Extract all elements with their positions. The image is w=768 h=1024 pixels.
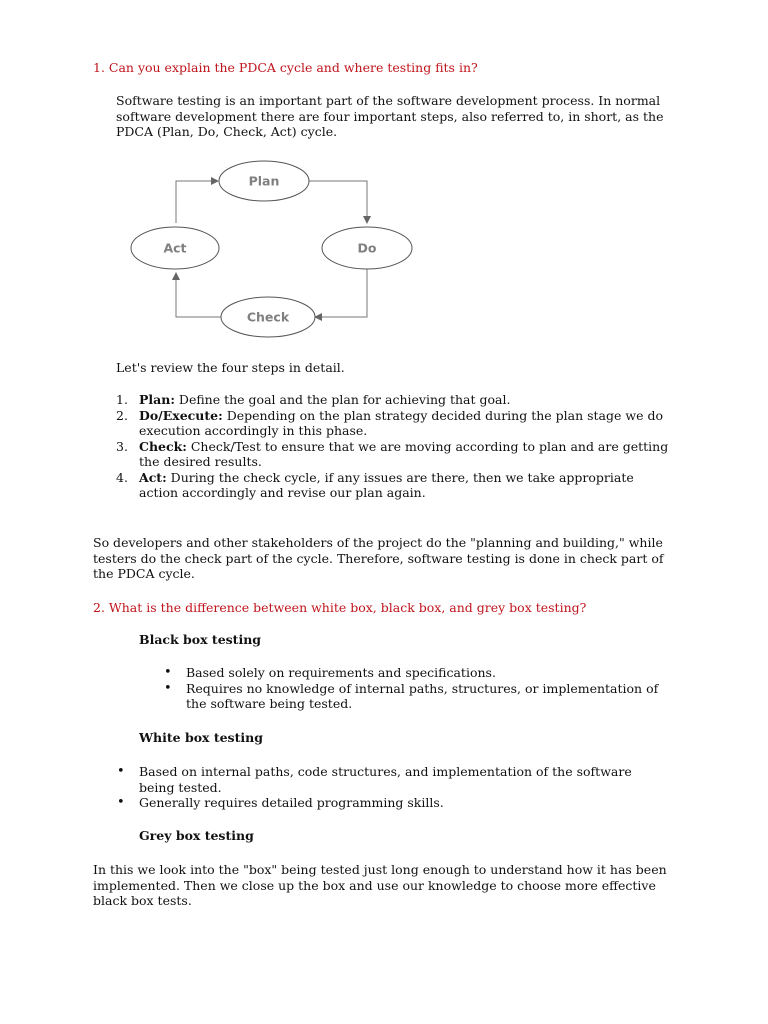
- plan-label: Plan: [248, 173, 280, 189]
- do-to-check-arrow: [315, 269, 367, 317]
- step-text: Check/Test to ensure that we are moving according to plan and are getting the desired results.: [139, 438, 669, 469]
- grey-box-paragraph: In this we look into the "box" being tested just long enough to understand how it has been implemented. Then we close up the box and use our knowledge to choose more effective black box tests.: [93, 862, 667, 908]
- step-term: Plan:: [139, 392, 175, 407]
- bullet-icon: •: [164, 680, 172, 696]
- white-box-heading: White box testing: [139, 730, 263, 745]
- bullet-icon: •: [117, 795, 125, 810]
- list-item: [117, 764, 657, 795]
- white-box-list: [117, 764, 657, 811]
- list-item-text: Generally requires detailed programming skills.: [139, 795, 444, 810]
- list-item: [117, 795, 657, 811]
- plan-to-do-arrow: [309, 181, 367, 223]
- step-number: 4.: [116, 469, 128, 485]
- act-node: [131, 227, 219, 269]
- list-item: [116, 408, 676, 439]
- step-text: Depending on the plan strategy decided during the plan stage we do execution accordingly in this phase.: [139, 407, 663, 438]
- grey-box-heading: Grey box testing: [139, 828, 254, 843]
- check-node: [221, 297, 315, 337]
- intro-paragraph: Software testing is an important part of the software development process. In normal software development there are four important steps, also referred to, in short, as the PDCA (Plan, Do, Check, Act) cycle.: [116, 93, 664, 139]
- step-term: Do/Execute:: [139, 407, 223, 423]
- bullet-icon: •: [117, 764, 125, 779]
- list-item-text: Based solely on requirements and specifications.: [186, 665, 496, 680]
- do-node: [322, 227, 412, 269]
- list-item-text: Based on internal paths, code structures, and implementation of the software being tested.: [139, 764, 632, 795]
- question-2-heading: 2. What is the difference between white box, black box, and grey box testing?: [93, 600, 587, 615]
- conclusion-paragraph: So developers and other stakeholders of the project do the "planning and building," while testers do the check part of the cycle. Therefore, software testing is done in check part of the PDCA cycle.: [93, 535, 664, 581]
- step-term: Act:: [139, 469, 167, 485]
- list-item: [164, 665, 674, 681]
- pdca-cycle-diagram: [120, 155, 430, 350]
- black-box-heading: Black box testing: [139, 632, 262, 647]
- list-item-text: Requires no knowledge of internal paths, structures, or implementation of the software being tested.: [186, 680, 659, 711]
- black-box-list: [164, 665, 674, 712]
- step-number: 2.: [116, 407, 128, 423]
- step-term: Check:: [139, 438, 187, 454]
- act-to-plan-arrow: [176, 181, 218, 223]
- act-label: Act: [163, 240, 187, 256]
- check-label: Check: [246, 309, 290, 325]
- list-item: [116, 439, 676, 470]
- step-number: 1.: [116, 392, 128, 407]
- step-text: Define the goal and the plan for achieving that goal.: [174, 392, 511, 407]
- do-label: Do: [357, 240, 377, 256]
- review-intro: Let's review the four steps in detail.: [116, 360, 345, 375]
- question-1-heading: 1. Can you explain the PDCA cycle and where testing fits in?: [93, 60, 478, 75]
- step-number: 3.: [116, 438, 128, 454]
- list-item: [116, 470, 676, 501]
- bullet-icon: •: [164, 665, 172, 680]
- pdca-steps-list: [116, 392, 676, 501]
- plan-node: [219, 161, 309, 201]
- check-to-act-arrow: [176, 273, 221, 317]
- step-text: During the check cycle, if any issues are there, then we take appropriate action accordingly and revise our plan again.: [139, 469, 634, 500]
- list-item: [164, 681, 674, 712]
- list-item: [116, 392, 676, 408]
